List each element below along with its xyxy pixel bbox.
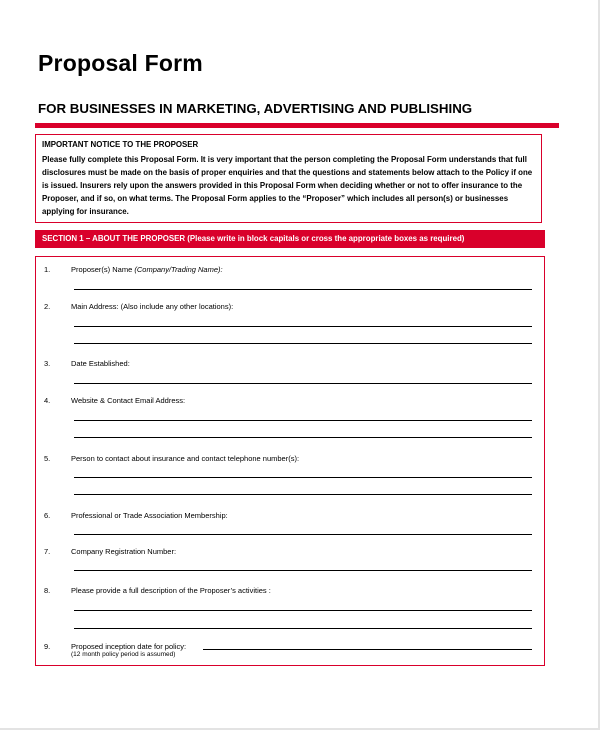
question-number: 2. (44, 302, 51, 311)
answer-line-address-1[interactable] (74, 326, 532, 327)
question-9-note: (12 month policy period is assumed) (71, 651, 176, 658)
answer-line-inception-date[interactable] (203, 649, 532, 650)
question-number: 8. (44, 586, 51, 595)
question-label: Please provide a full description of the Proposer’s activities : (71, 586, 271, 595)
page-title: Proposal Form (38, 50, 203, 76)
question-label-italic: (Company/Trading Name): (134, 265, 223, 274)
answer-line-activities-2[interactable] (74, 628, 532, 629)
answer-line-date-established[interactable] (74, 383, 532, 384)
page-subtitle: FOR BUSINESSES IN MARKETING, ADVERTISING AND PUBLISHING (38, 101, 473, 116)
form-box (35, 256, 545, 666)
answer-line-website-2[interactable] (74, 437, 532, 438)
question-label: Proposed inception date for policy: (71, 642, 187, 651)
notice-heading: IMPORTANT NOTICE TO THE PROPOSER (42, 140, 199, 149)
answer-line-association[interactable] (74, 534, 532, 535)
notice-body: Please fully complete this Proposal Form. It is very important that the person completing the Proposal Form understands that full disclosures must be made on the basis of proper enquiries and that the questions and statements below attach to the Policy if one is issued. Insurers rely upon the answers provided in this Proposal Form when deciding whether or not to offer insurance to the Proposer, and if so, on what terms. The Proposal Form applies to the “Proposer” which includes all person(s) or businesses applying for insurance. (42, 155, 533, 216)
question-label: Professional or Trade Association Membership: (71, 511, 228, 520)
question-number: 6. (44, 511, 51, 520)
red-divider (35, 123, 559, 128)
answer-line-activities-1[interactable] (74, 610, 532, 611)
answer-line-address-2[interactable] (74, 343, 532, 344)
question-label: Company Registration Number: (71, 547, 177, 556)
question-number: 5. (44, 454, 51, 463)
notice-box (35, 134, 542, 223)
question-number: 7. (44, 547, 51, 556)
answer-line-registration[interactable] (74, 570, 532, 571)
question-number: 9. (44, 642, 51, 651)
question-number: 4. (44, 396, 51, 405)
question-number: 1. (44, 265, 51, 274)
answer-line-contact-1[interactable] (74, 477, 532, 478)
question-label: Main Address: (Also include any other locations): (71, 302, 234, 311)
section-1-header: SECTION 1 – ABOUT THE PROPOSER (Please write in block capitals or cross the appropriate boxes as required) (35, 230, 545, 248)
answer-line-website-1[interactable] (74, 420, 532, 421)
question-label-text: Proposer(s) Name (71, 265, 135, 274)
question-label: Date Established: (71, 359, 130, 368)
question-label: Website & Contact Email Address: (71, 396, 186, 405)
answer-line-proposer-name[interactable] (74, 289, 532, 290)
question-label (71, 265, 223, 274)
answer-line-contact-2[interactable] (74, 494, 532, 495)
question-number: 3. (44, 359, 51, 368)
question-label: Person to contact about insurance and contact telephone number(s): (71, 454, 300, 463)
